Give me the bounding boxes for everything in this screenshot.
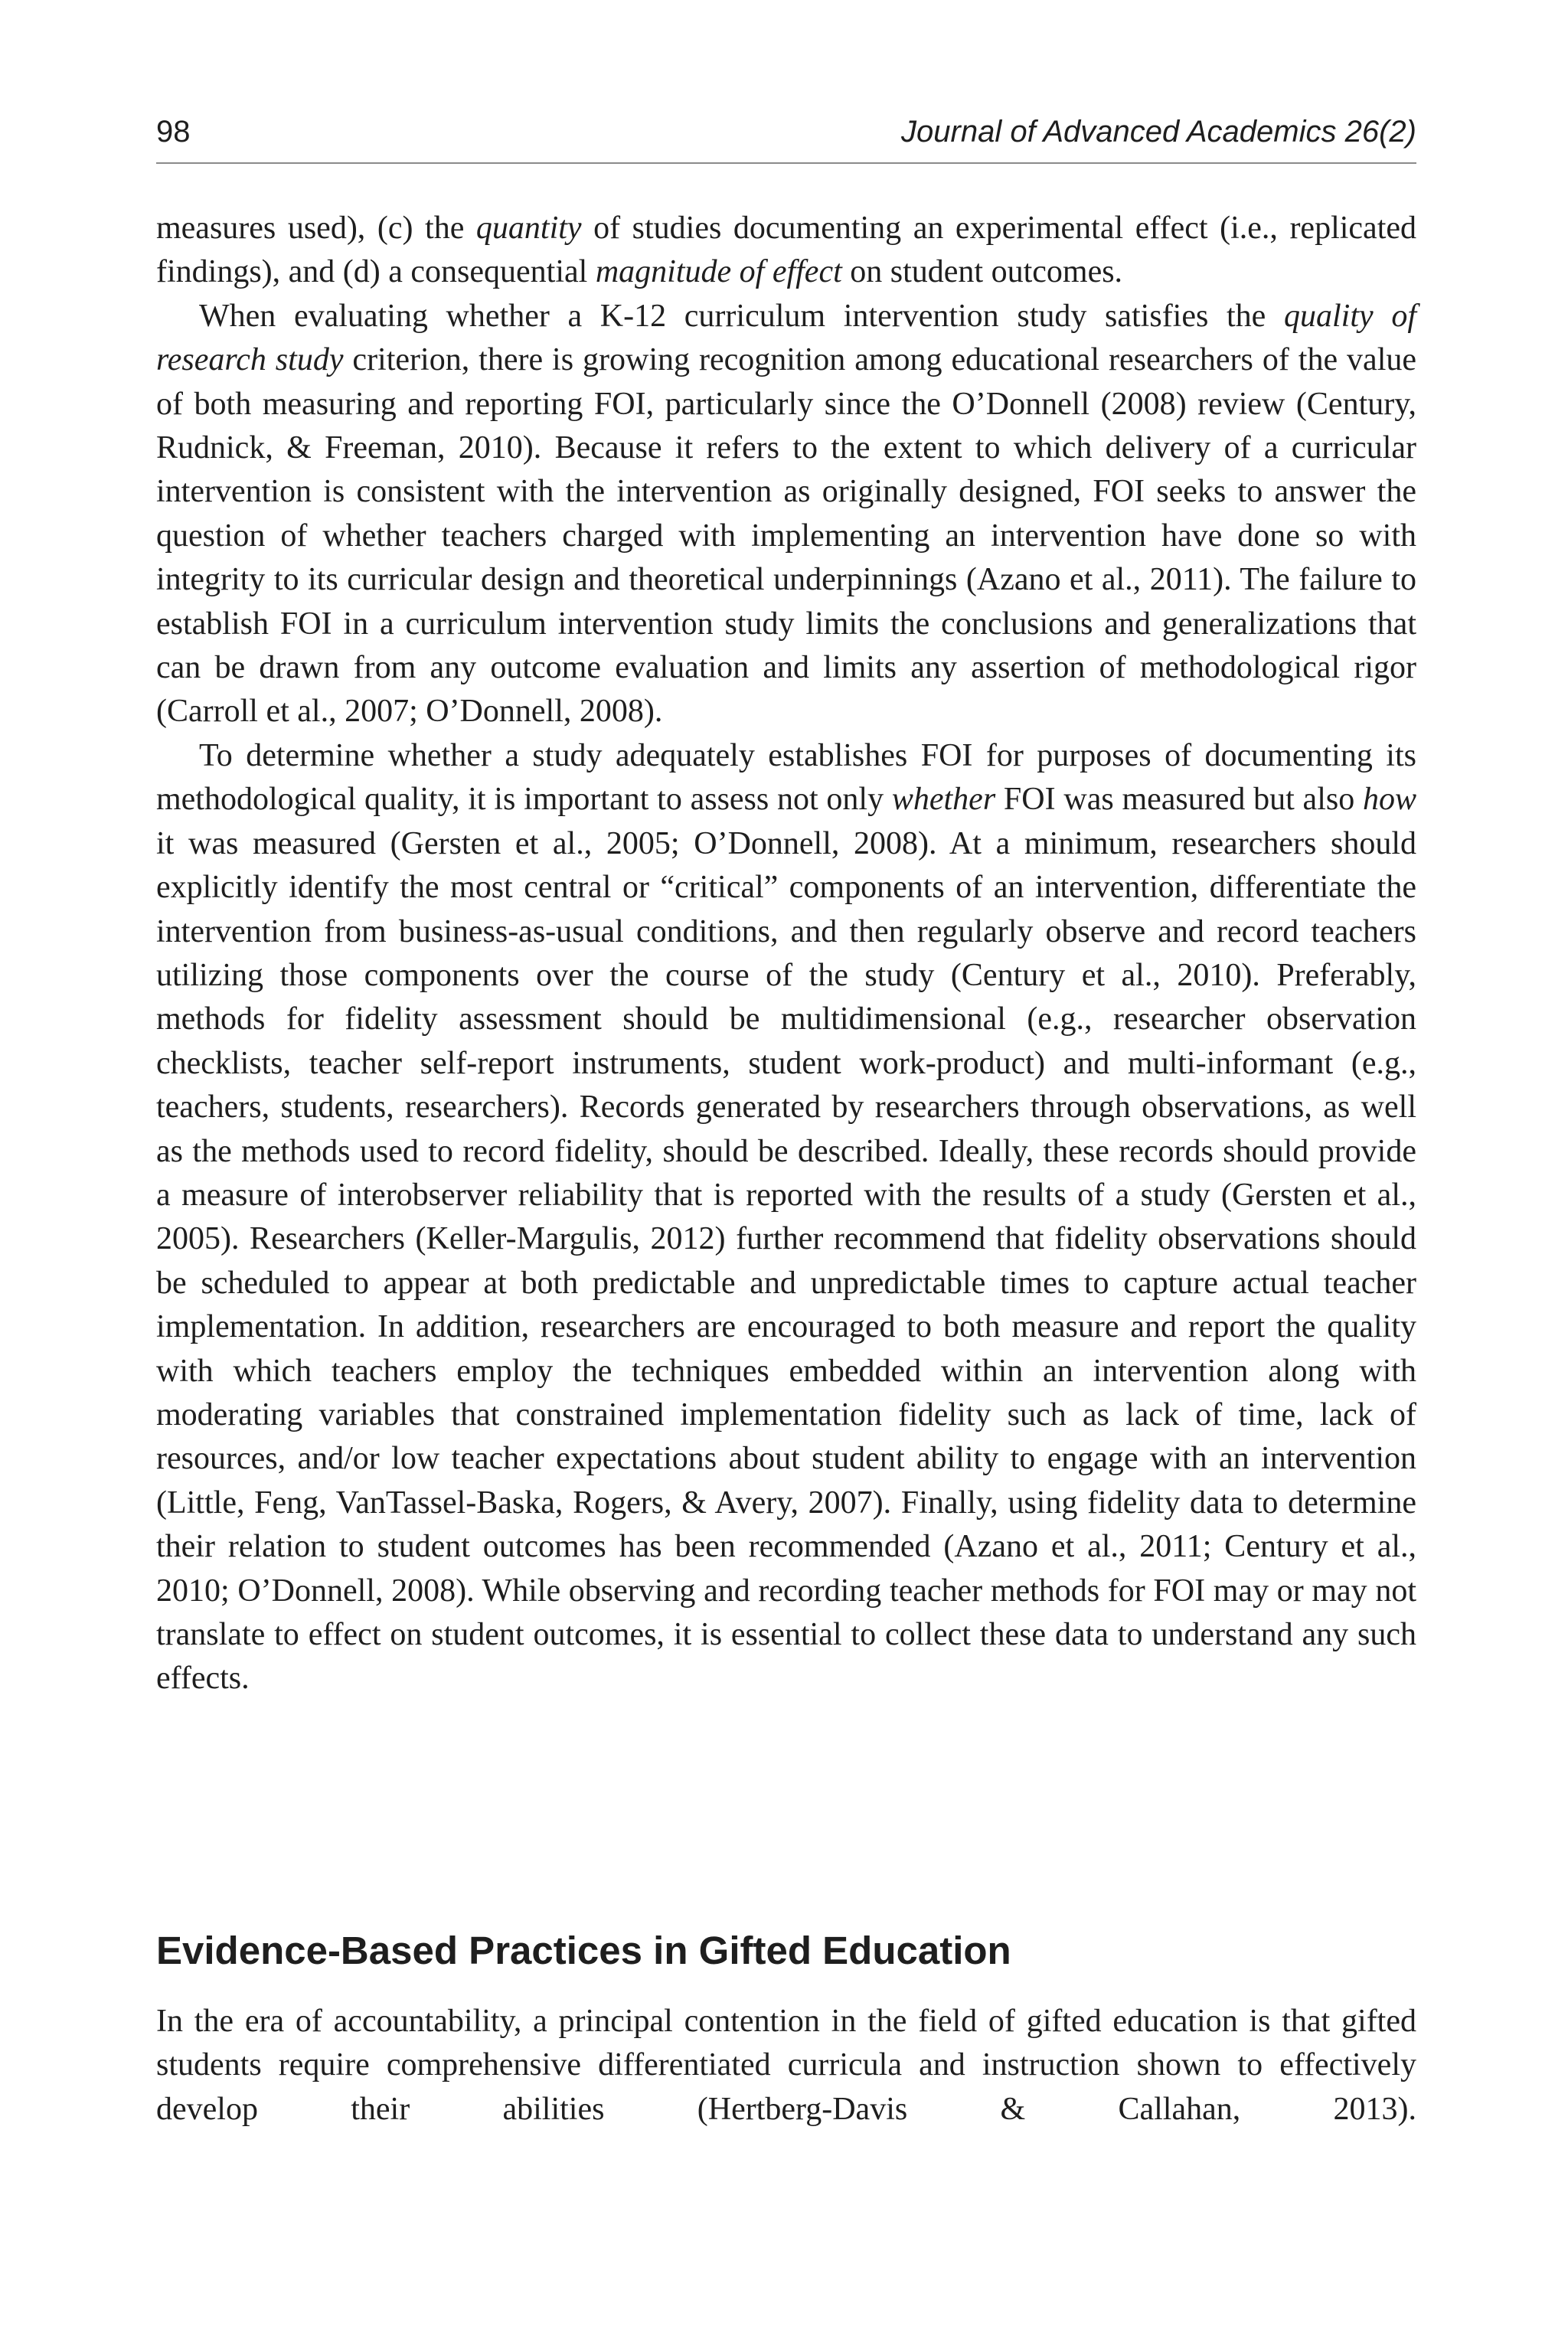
paragraph-assessing-foi [156,734,1416,1701]
paragraph-3-text-a: To determine whether a study adequately establishes FOI for purposes of documenting its methodological quality, it is important to assess not only [156,737,1416,818]
page-number: 98 [156,115,191,149]
document-page [156,0,1416,2352]
paragraph-2-text-a: When evaluating whether a K-12 curriculum intervention study satisfies the [199,298,1284,334]
paragraph-2-text-c: criterion, there is growing recognition among educational researchers of the value of both measuring and reporting FOI, particularly since the O’Donnell (2008) review (Century, Rudnick, & Freeman, 2010). Because it refers to the extent to which delivery of a curricular intervention is consistent with the intervention as originally designed, FOI seeks to answer the question of whether teachers charged with implementing an intervention have done so with integrity to its curricular design and theoretical underpinnings (Azano et al., 2011). The failure to establish FOI in a curriculum intervention study limits the conclusions and generalizations that can be drawn from any outcome evaluation and limits any assertion of methodological rigor (Carroll et al., 2007; O’Donnell, 2008). [156,342,1417,730]
paragraph-1-text-a: measures used), (c) the [156,211,476,246]
section-heading: Evidence-Based Practices in Gifted Education [156,1929,1011,1972]
paragraph-1-emphasis-magnitude: magnitude of effect [595,254,842,290]
paragraph-1-text-c: of studies documenting an experimental effect (i.e., replicated findings), and (d) a consequential [156,211,1417,290]
paragraph-fidelity-of-implementation [156,295,1416,734]
paragraph-3-text-c: FOI was measured but also [995,782,1363,818]
paragraph-2-emphasis-quality: quality of research study [156,298,1416,378]
paragraph-3-emphasis-how: how [1362,782,1416,818]
body-text [156,207,1416,1701]
paragraph-1-text-e: on student outcomes. [841,254,1123,290]
journal-title: Journal of Advanced Academics 26(2) [901,115,1416,149]
paragraph-3-emphasis-whether: whether [891,782,996,818]
running-header [156,109,1416,164]
paragraph-1-emphasis-quantity: quantity [475,211,582,246]
section-paragraph: In the era of accountability, a principal contention in the field of gifted education is that gifted students require comprehensive differentiated curricula and instruction shown to effectively develop their abilities (Hertberg-Davis & Callahan, 2013). [156,2004,1416,2127]
paragraph-3-text-e: it was measured (Gersten et al., 2005; O’Donnell, 2008). At a minimum, researchers should explicitly identify the most central or “critical” components of an intervention, differentiate the intervention from business-as-usual conditions, and then regularly observe and record teachers utilizing those components over the course of the study (Century et al., 2010). Preferably, methods for fidelity assessment should be multidimensional (e.g., researcher observation checklists, teacher self-report instruments, student work-product) and multi-informant (e.g., teachers, students, researchers). Records generated by researchers through observations, as well as the methods used to record fidelity, should be described. Ideally, these records should provide a measure of interobserver reliability that is reported with the results of a study (Gersten et al., 2005). Researchers (Keller-Margulis, 2012) further recommend that fidelity observations should be scheduled to appear at both predictable and unpredictable times to capture actual teacher implementation. In addition, researchers are encouraged to both measure and report the quality with which teachers employ the techniques embedded within an intervention along with moderating variables that constrained implementation fidelity such as lack of time, lack of resources, and/or low teacher expectations about student ability to engage with an intervention (Little, Feng, VanTassel-Baska, Rogers, & Avery, 2007). Finally, using fidelity data to determine their relation to student outcomes has been recommended (Azano et al., 2011; Century et al., 2010; O’Donnell, 2008). While observing and recording teacher methods for FOI may or may not translate to effect on student outcomes, it is essential to collect these data to understand any such effects. [156,825,1416,1697]
paragraph-continued [156,207,1416,295]
